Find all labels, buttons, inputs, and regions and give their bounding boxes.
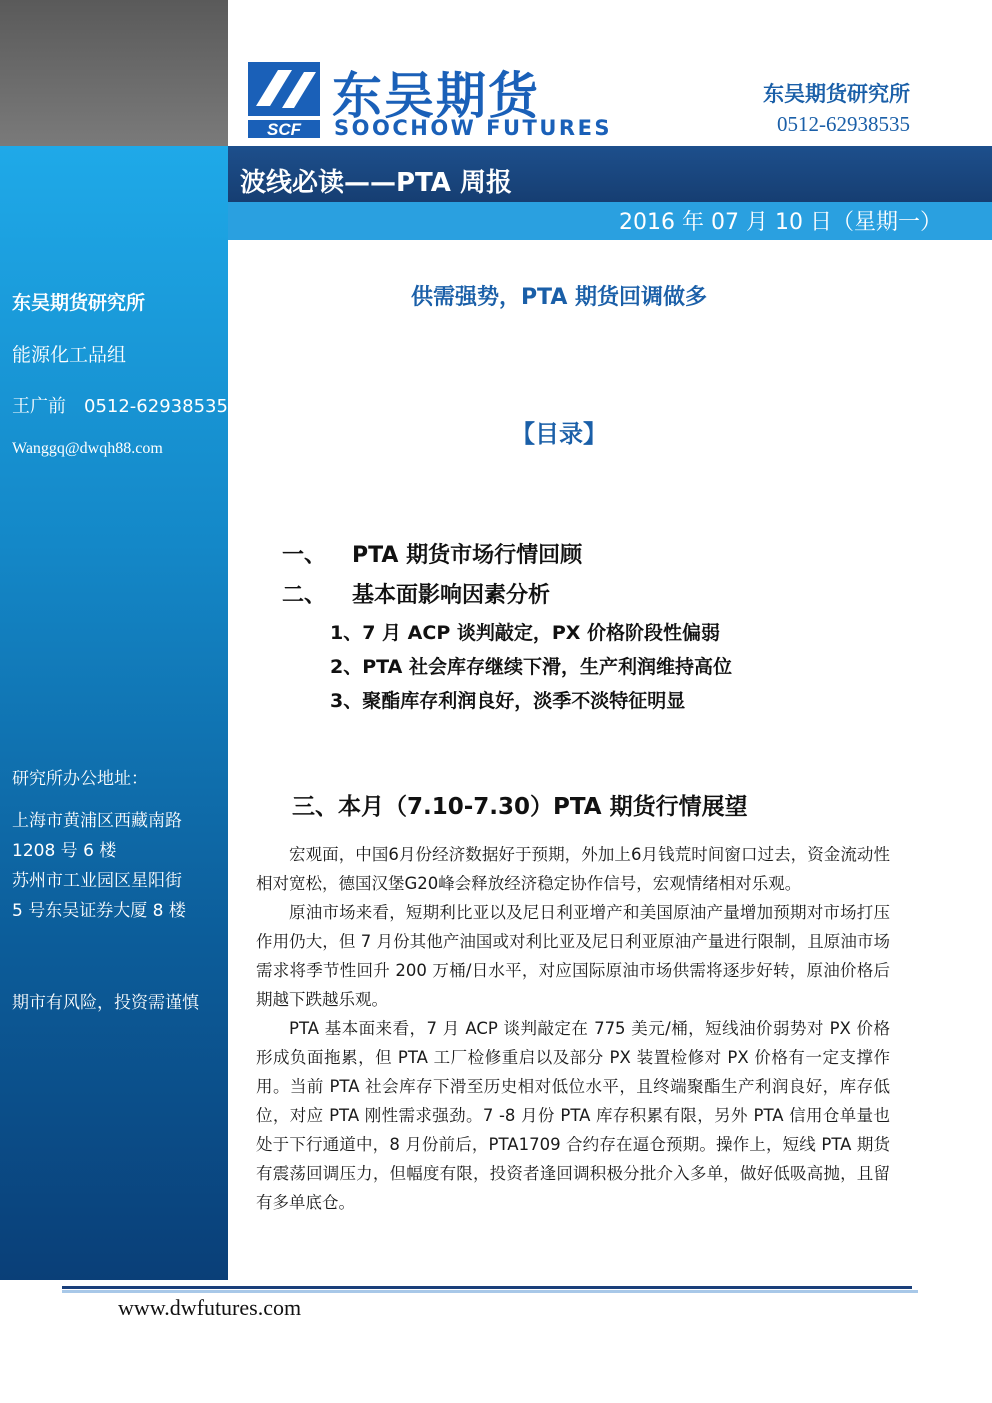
toc-subitem[interactable]: 3、聚酯库存利润良好，淡季不淡特征明显 (330, 690, 686, 712)
sidebar-address-line: 1208 号 6 楼 (12, 841, 117, 861)
section-body (256, 840, 890, 1217)
report-date: 2016 年 07 月 10 日（星期一） (619, 210, 942, 235)
report-headline: 供需强势，PTA 期货回调做多 (410, 285, 708, 310)
logo-english-name: SOOCHOW FUTURES (334, 116, 613, 140)
header-phone: 0512-62938535 (777, 112, 910, 136)
sidebar-address-line: 苏州市工业园区星阳街 (12, 871, 182, 891)
body-paragraph: 原油市场来看，短期利比亚以及尼日利亚增产和美国原油产量增加预期对市场打压作用仍大，但 7 月份其他产油国或对利比亚及尼日利亚原油产量进行限制，且原油市场需求将季节性回升 200 万桶/日水平，对应国际原油市场供需将逐步好转，原油价格后期越下跌越乐观。 (256, 903, 890, 1009)
toc-item-number: 一、 (282, 543, 327, 568)
toc-title: 【目录】 (511, 420, 607, 448)
logo-chinese-name: 东吴期货 (332, 67, 540, 125)
sidebar-institute: 东吴期货研究所 (12, 292, 146, 314)
logo-mark-text: SCF (267, 120, 301, 139)
sidebar-address-line: 上海市黄浦区西藏南路 (12, 811, 182, 831)
toc-subitem[interactable]: 1、7 月 ACP 谈判敲定，PX 价格阶段性偏弱 (330, 622, 721, 644)
report-title: 波线必读——PTA 周报 (240, 168, 512, 198)
sidebar (0, 146, 228, 1280)
sidebar-group: 能源化工品组 (12, 344, 127, 366)
sidebar-risk-notice: 期市有风险，投资需谨慎 (12, 993, 199, 1013)
toc-subitem[interactable]: 2、PTA 社会库存继续下滑，生产利润维持高位 (330, 656, 732, 678)
section-heading: 三、本月（7.10-7.30）PTA 期货行情展望 (292, 794, 748, 820)
body-paragraph: PTA 基本面来看，7 月 ACP 谈判敲定在 775 美元/桶，短线油价弱势对 PX 价格形成负面拖累，但 PTA 工厂检修重启以及部分 PX 装置检修对 PX 价格有一定支撑作用。当前 PTA 社会库存下滑至历史相对低位水平，且终端聚酯生产利润良好，库存低位，对应 PTA 刚性需求强劲。7 -8 月份 PTA 库存积累有限，另外 PTA 信用仓单量也处于下行通道中，8 月份前后，PTA1709 合约存在逼仓预期。操作上，短线 PTA 期货有震荡回调压力，但幅度有限，投资者逢回调积极分批介入多单，做好低吸高抛，且留有多单底仓。 (256, 1019, 890, 1212)
sidebar-analyst: 王广前 0512-62938535 (12, 396, 228, 417)
sidebar-address-label: 研究所办公地址： (12, 769, 148, 789)
footer-url-link[interactable]: www.dwfutures.com (118, 1295, 302, 1320)
toc-item[interactable]: PTA 期货市场行情回顾 (352, 543, 583, 568)
footer-rule-light (62, 1290, 918, 1293)
header-institute-name: 东吴期货研究所 (763, 82, 910, 106)
body-paragraph: 宏观面，中国6月份经济数据好于预期，外加上6月钱荒时间窗口过去，资金流动性相对宽松，德国汉堡G20峰会释放经济稳定协作信号，宏观情绪相对乐观。 (256, 845, 890, 893)
sidebar-email[interactable]: Wanggq@dwqh88.com (12, 440, 163, 457)
footer-rule (62, 1286, 912, 1289)
sidebar-header-block (0, 0, 228, 146)
toc-item-number: 二、 (282, 583, 327, 608)
toc-item[interactable]: 基本面影响因素分析 (352, 583, 551, 608)
sidebar-address-line: 5 号东吴证券大厦 8 楼 (12, 901, 186, 921)
